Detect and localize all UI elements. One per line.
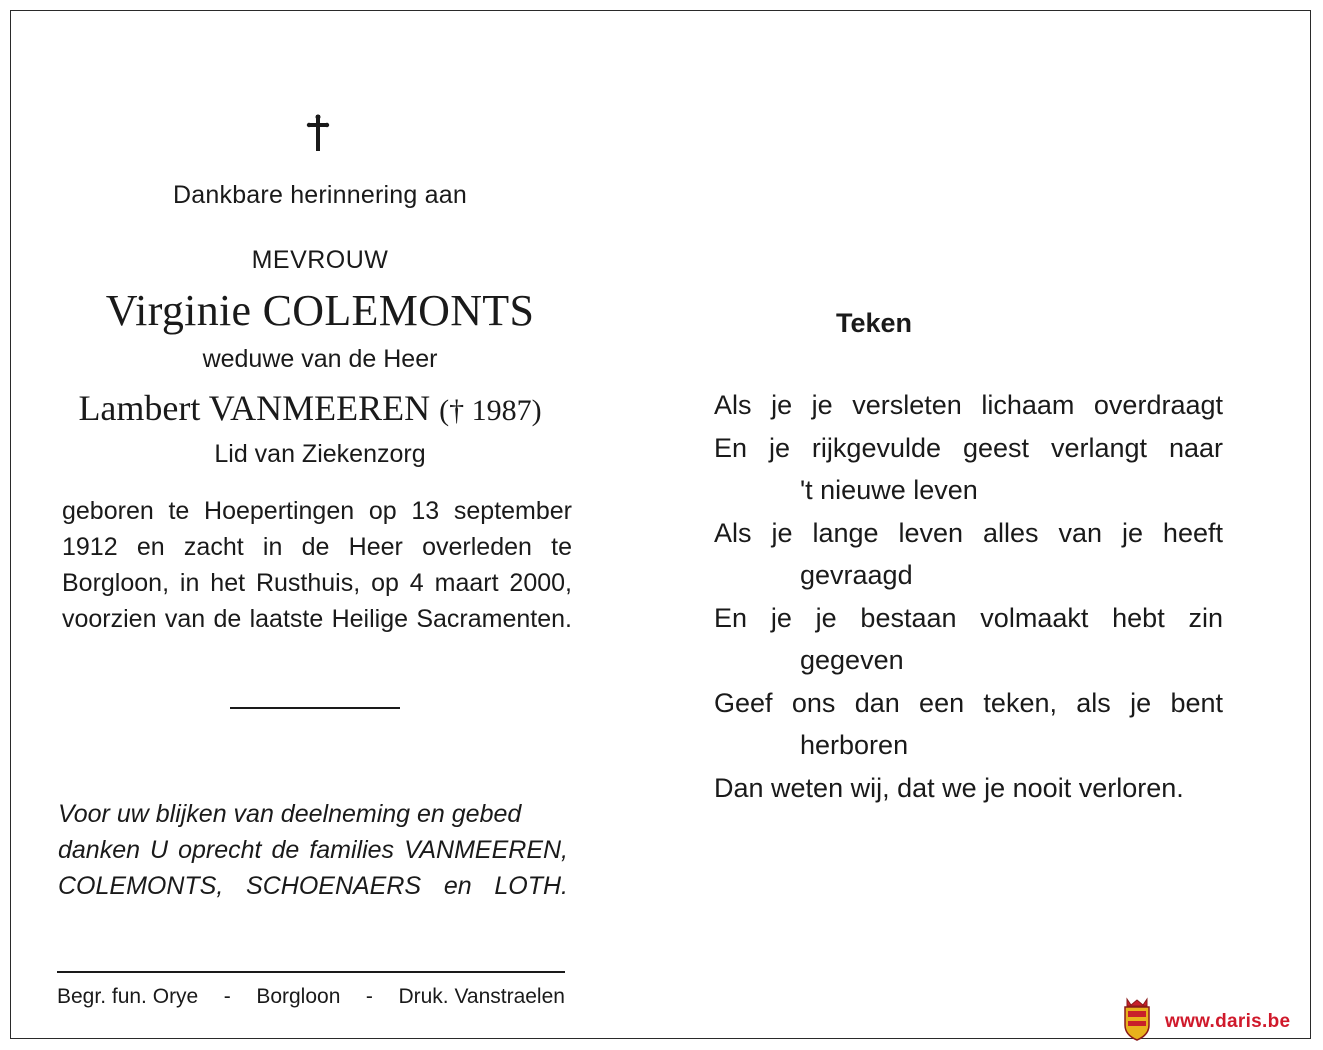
coat-of-arms-icon: [1121, 997, 1153, 1041]
husband-death: († 1987): [439, 394, 542, 427]
printer: Druk. Vanstraelen: [398, 985, 565, 1008]
footer-divider: [57, 971, 565, 973]
widow-of-text: weduwe van de Heer: [202, 345, 438, 373]
membership-text: Lid van Ziekenzorg: [214, 440, 426, 468]
poem-title: Teken: [836, 308, 913, 338]
poem-line: gevraagd: [800, 560, 913, 590]
poem-line: gegeven: [800, 645, 904, 675]
thanks-line: Voor uw blijken van deelneming en gebed: [58, 800, 522, 828]
divider: [230, 707, 400, 709]
bio-line: voorzien van de laatste Heilige Sacramenten.: [62, 605, 572, 633]
poem-line: En je je bestaan volmaakt hebt zin: [714, 602, 1223, 633]
poem: [714, 384, 1223, 809]
poem-line: herboren: [800, 730, 909, 760]
poem-line: 't nieuwe leven: [800, 475, 978, 505]
bio-line: Borgloon, in het Rusthuis, op 4 maart 2000,: [62, 569, 572, 597]
poem-line: Als je lange leven alles van je heeft: [714, 517, 1223, 548]
honorific: MEVROUW: [251, 246, 389, 274]
footer-dash: -: [365, 985, 373, 1008]
thanks-line: danken U oprecht de families VANMEEREN,: [58, 836, 568, 864]
footer-place: Borgloon: [256, 985, 341, 1008]
biography: [62, 493, 572, 637]
cross-icon: [303, 113, 333, 153]
poem-line: Geef ons dan een teken, als je bent: [714, 687, 1223, 718]
deceased-name: Virginie COLEMONTS: [105, 286, 535, 335]
thanks-line: COLEMONTS, SCHOENAERS en LOTH.: [58, 872, 568, 900]
husband-line: [50, 387, 570, 429]
bio-line: 1912 en zacht in de Heer overleden te: [62, 533, 572, 561]
husband-name: Lambert VANMEEREN: [78, 388, 431, 428]
poem-line: En je rijkgevulde geest verlangt naar: [714, 432, 1223, 463]
funeral-home: Begr. fun. Orye: [57, 985, 199, 1008]
poem-line: Dan weten wij, dat we je nooit verloren.: [714, 772, 1184, 803]
footer: [57, 985, 565, 1009]
footer-dash: -: [223, 985, 231, 1008]
intro-text: Dankbare herinnering aan: [173, 181, 467, 209]
website-link[interactable]: www.daris.be: [1165, 1011, 1291, 1032]
poem-line: Als je je versleten lichaam overdraagt: [714, 390, 1223, 420]
thanks-text: [58, 796, 568, 904]
bio-line: geboren te Hoepertingen op 13 september: [62, 497, 572, 525]
